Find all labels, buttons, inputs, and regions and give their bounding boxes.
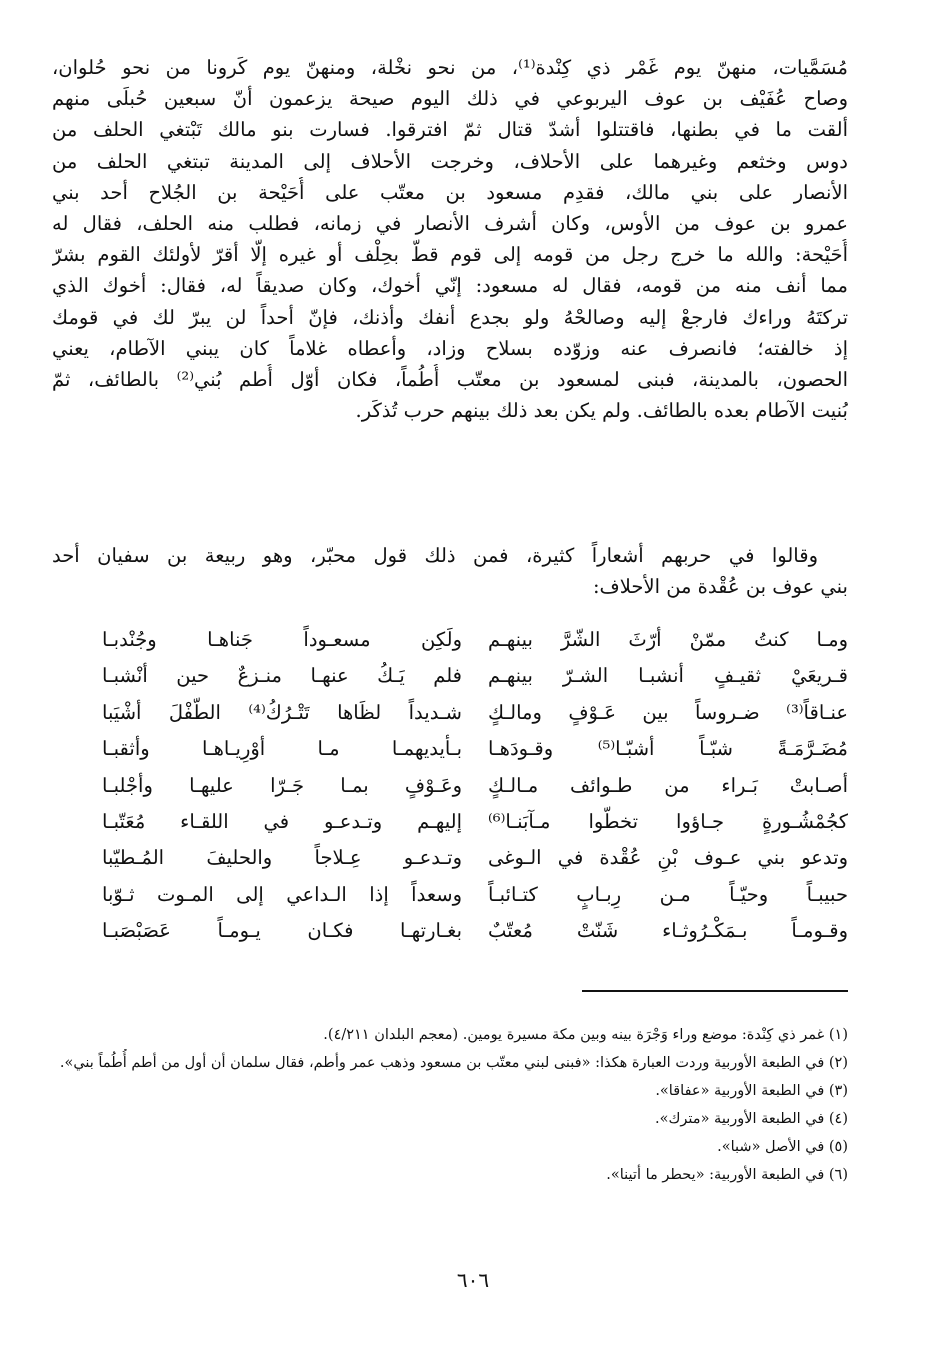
text-line: عمرو بن عوف من الأوس، وكان أشرف الأنصار في زمانه، فطلب منه الحلف، فقال له [52, 211, 848, 235]
footnote: (٥) في الأصل «شبا». [717, 1139, 848, 1155]
verse-second-hemistich: إليهـم وتـدعـو في اللقـاء مُعَتّبـا [102, 809, 462, 833]
text-line: إذ خالفته؛ فانصرف عنه وزوّده بسلاح وزاد، وأعطاه غلاماً كان يبني الآطام، يعني [52, 336, 848, 360]
text-line: الأنصار على بني مالك، فقدِم مسعود بن معتّب على أُحَيْحة بن الجُلاح أحد بني [52, 180, 848, 204]
footnote-separator [582, 990, 848, 992]
footnotes [52, 1021, 848, 1189]
poem-verse [52, 731, 848, 767]
paragraph-poem-intro [52, 540, 848, 602]
footnote: (١) غمر ذي كِنْدة: موضع وراء وَجْرَة بينه وبين مكة مسيرة يومين. (معجم البلدان ٤/٢١١). [323, 1027, 848, 1043]
footnote: (٢) في الطبعة الأوربية وردت العبارة هكذا: «فبنى لبني معتّب بن مسعود وذهب عمر وأطم، فقال سلمان أن أول من أطم أُطُماً بني». [59, 1055, 848, 1071]
verse-first-hemistich: قـريعَيْ ثقيـفٍ أنشبـا الشـرّ بينهـم [488, 664, 848, 688]
verse-second-hemistich: بـأيديهمـا مـا أوْرِيـاهـا وأثقبـا [102, 737, 462, 761]
text-line: بُنيت الآطام بعده بالطائف. ولم يكن بعد ذلك بينهم حرب تُذكَر. [355, 399, 848, 423]
text-line: تركتَهُ وراءك فارجعْ إليه وصالحْهُ ولو بجدع أنفك وأذنك، فإنّ أحداً لن يبرّ لك في قومك [52, 305, 848, 329]
verse-first-hemistich: ومـا كنتُ ممّنْ أرّثَ الشّرَّ بينهـم [488, 628, 848, 651]
text-line: مما أنف منه من قومه، فقال له مسعود: إنّي أخوك، وكان صديقاً له، فقال: أخوك الذي [52, 274, 848, 298]
page-number: ٦٠٦ [456, 1268, 490, 1292]
poem-verse [52, 768, 848, 804]
verse-second-hemistich: بغـارتهـا فكـان يـومـاً عَصَبْصَبـا [102, 919, 462, 943]
verse-first-hemistich: عنـاقاً⁽³⁾ ضـروساً بين عَـوْفٍ ومالـكٍ [488, 700, 848, 724]
verse-second-hemistich: وسعداً إذا الـداعي إلى المـوت ثـوّبا [102, 882, 462, 906]
text-line: ألقت ما في بطنها، فاقتتلوا أشدّ قتال ثمّ افترقوا. فسارت بنو مالك تَبْتغي الحلف من [52, 118, 848, 142]
text-line: دوس وخثعم وغيرهما على الأحلاف، وخرجت الأحلاف إلى المدينة تبتغي الحلف من [52, 149, 848, 173]
verse-first-hemistich: أصـابتْ بَـراء من طـوائف مـالـكٍ [488, 773, 848, 797]
poem-verse [52, 877, 848, 913]
text-line: أُحَيْحة: والله ما خرج رجل من قومه إلى قوم قطّ بحِلْف أو غيره إلّا أقرّ لأولئك القوم بشرّ [52, 243, 848, 267]
verse-first-hemistich: كجُمْشُـورةٍ جـاؤوا تخطّوا مـآبَنـا⁽⁶⁾ [488, 809, 848, 833]
verse-second-hemistich: ولَكِن مسعـوداً جَناهـا وجُنْدبـا [102, 628, 462, 651]
footnote: (٤) في الطبعة الأوربية «مترك». [655, 1111, 848, 1127]
text-line: الحصون، بالمدينة، فبنى لمسعود بن معتّب أُطُماً، فكان أوّل أُطم بُني⁽²⁾ بالطائف، ثمّ [52, 367, 848, 391]
poem-verse [52, 658, 848, 694]
footnote: (٦) في الطبعة الأوربية: «يحطر ما أتينا». [606, 1167, 848, 1183]
footnote: (٣) في الطبعة الأوربية «عفاقا». [655, 1083, 848, 1099]
poem [52, 622, 848, 972]
verse-first-hemistich: وقـومـاً بـمَكْـرُوثـاء شَنّتْ مُعتّبٌ [488, 919, 848, 943]
paragraph-history [52, 52, 848, 426]
verse-second-hemistich: شـديداً لظَاها تَتْـرُكُ⁽⁴⁾ الطّفْلَ أشْيَبا [102, 700, 462, 724]
text-line: بني عوف بن عُقْدة من الأحلاف: [592, 575, 848, 599]
text-line: وقالوا في حربهم أشعاراً كثيرة، فمن ذلك قول محبّر، وهو ربيعة بن سفيان أحد [52, 544, 818, 567]
text-line: مُسَمَّيات، منهنّ يوم غَمْر ذي كِنْدة⁽¹⁾، من نحو نخْلة، ومنهنّ يوم كَرونا من نحو حُلوان، [52, 56, 848, 79]
poem-verse [52, 804, 848, 840]
verse-first-hemistich: وتدعو بني عـوف بْنِ عُقْدة في الـوغى [488, 846, 848, 870]
verse-first-hemistich: مُضَـرَّمَـةً شبّـاً أشبّـا⁽⁵⁾ وقـودَهـا [488, 737, 848, 761]
verse-second-hemistich: وتـدعـو عِـلاجاً والحليفَ المُـطيّبا [102, 846, 462, 870]
poem-verse [52, 695, 848, 731]
text-line: وصاح عُفَيْف بن عوف اليربوعي في ذلك اليوم صيحة يزعمون أنّ سبعين حُبلَى منهم [52, 87, 848, 111]
verse-second-hemistich: وعَـوْفٍ بمـا جَـرّا عليهـا وأجْلبـا [102, 773, 462, 797]
verse-first-hemistich: حبيبـاً وحيّـاً مـن رِبـابٍ كتـائبـاً [488, 882, 848, 906]
poem-verse [52, 913, 848, 949]
verse-second-hemistich: فلم يَـكُ عنهـا منـزعٌ حين أنْشبـا [102, 664, 462, 688]
poem-verse [52, 840, 848, 876]
poem-verse [52, 622, 848, 658]
